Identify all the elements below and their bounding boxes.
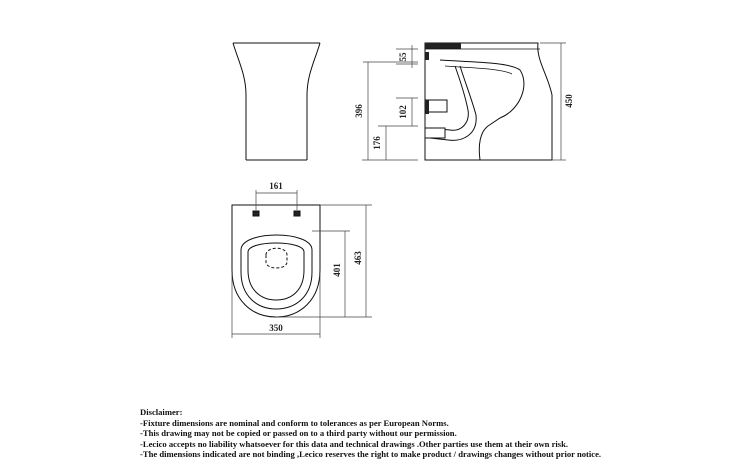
side-view-seat-hinge xyxy=(425,43,461,49)
dim-396-label: 396 xyxy=(354,104,364,118)
dim-401-label: 401 xyxy=(332,263,342,277)
front-view-right-profile xyxy=(307,43,320,160)
side-view-marker-top xyxy=(425,52,429,60)
side-view-outlet-pipe xyxy=(425,128,445,138)
top-view-seat xyxy=(241,235,312,309)
front-view-left-profile xyxy=(233,43,246,160)
side-view xyxy=(425,43,552,160)
disclaimer-block xyxy=(140,407,740,460)
side-view-dimensions xyxy=(362,43,566,160)
disclaimer-line: -This drawing may not be copied or passed on to a third party without our permission. xyxy=(140,428,457,438)
disclaimer-line: -Fixture dimensions are nominal and conform to tolerances as per European Norms. xyxy=(140,417,449,428)
side-view-marker-mid xyxy=(425,100,429,114)
dim-450-label: 450 xyxy=(564,94,574,108)
side-view-trap xyxy=(430,66,468,130)
disclaimer-title: Disclaimer: xyxy=(140,407,183,417)
disclaimer-line: -Lecico accepts no liability whatsoever for this data and technical drawings .Other parties use them at their own risk. xyxy=(140,438,569,449)
top-view xyxy=(232,205,320,317)
top-view-fixing-hole-right xyxy=(294,211,300,216)
dim-176-label: 176 xyxy=(372,136,382,150)
dim-161-label: 161 xyxy=(269,181,283,191)
dim-463-label: 463 xyxy=(353,251,363,265)
front-view xyxy=(233,43,320,160)
top-view-outlet-dashed xyxy=(266,248,287,268)
side-view-bowl-curve xyxy=(440,60,524,160)
top-view-bowl xyxy=(248,243,304,300)
dim-102-label: 102 xyxy=(398,105,408,119)
top-view-fixing-hole-left xyxy=(253,211,259,216)
dim-55-label: 55 xyxy=(398,52,408,62)
dim-350-label: 350 xyxy=(269,323,283,333)
disclaimer-line: -The dimensions indicated are not binding ,Lecico reserves the right to make product / drawings changes without prior notice. xyxy=(140,449,602,459)
